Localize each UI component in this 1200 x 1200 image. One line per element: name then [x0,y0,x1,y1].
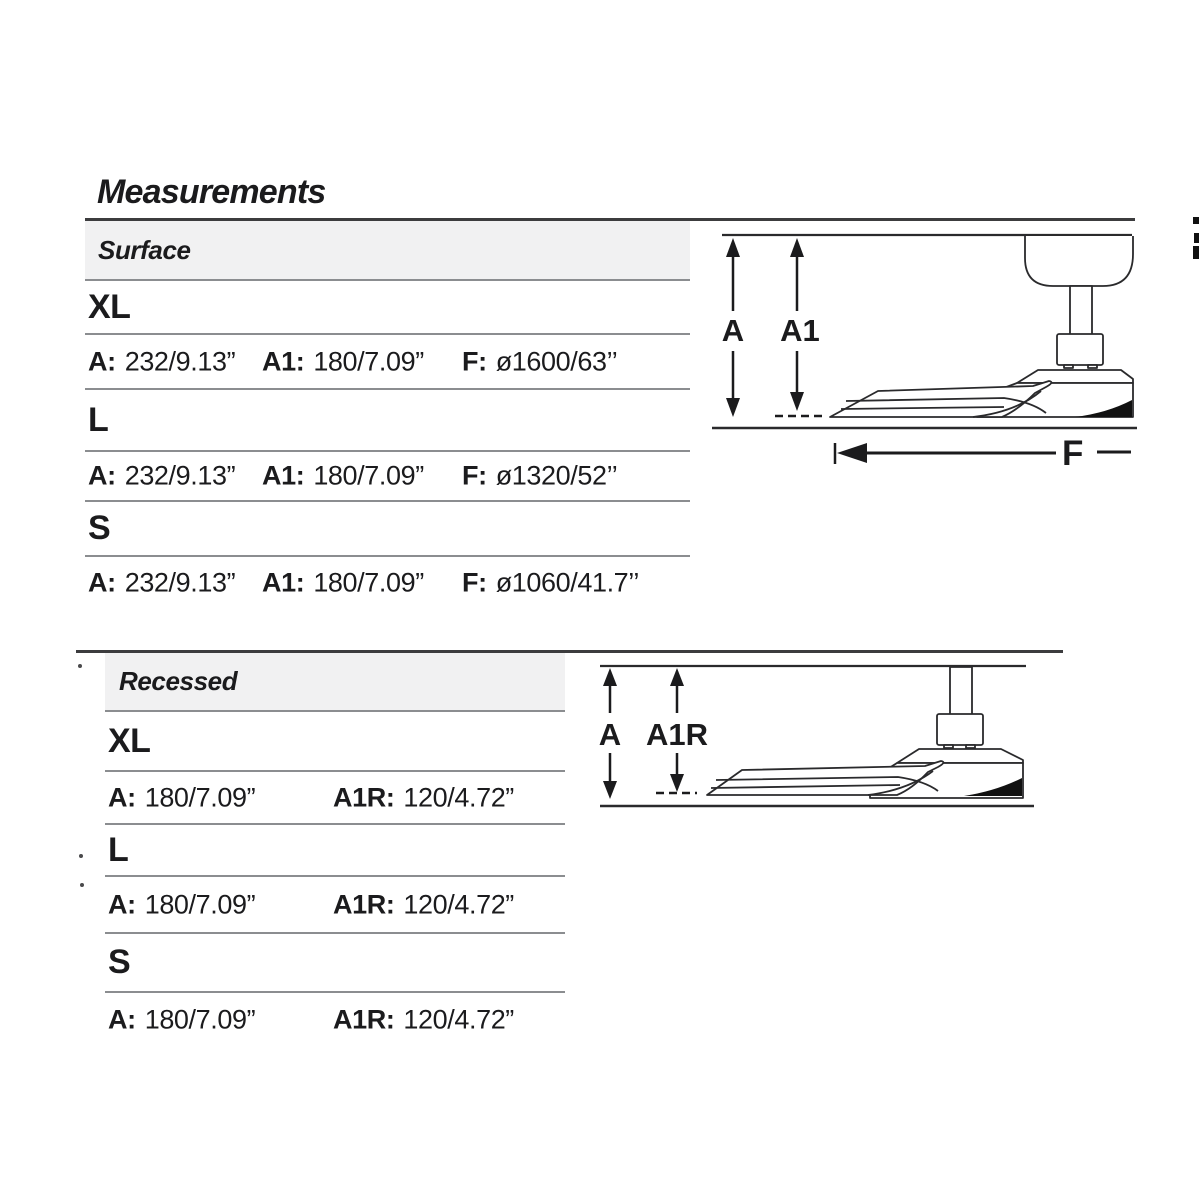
meas-a-value: 180/7.09” [144,889,256,919]
dimension-a1r-label: A1R [645,717,709,752]
surface-size-l: L [88,400,109,439]
meas-a-label: A: [108,889,136,919]
recessed-size-l: L [108,830,129,869]
surface-size-s: S [88,509,111,547]
stray-dot [79,854,83,858]
meas-f [462,346,617,377]
fan-motor-foot [944,745,953,748]
arrow-up-icon [670,668,684,686]
meas-a1r-value: 120/4.72” [403,1004,514,1034]
meas-a1 [262,568,424,599]
fan-canopy [1025,236,1133,286]
fan-motor-foot [1088,365,1097,368]
meas-a [108,889,255,920]
meas-a1-value: 180/7.09” [313,346,424,376]
surface-meas-xl [85,335,690,388]
fan-downrod [950,667,972,715]
recessed-size-s: S [108,943,131,981]
fan-motor-foot [966,745,975,748]
recessed-header-label: Recessed [119,666,238,696]
meas-a [108,782,255,813]
meas-a-label: A: [88,567,116,598]
meas-f-label: F: [462,460,487,491]
arrow-up-icon [726,238,740,257]
meas-a1-label: A1: [262,567,305,598]
dimension-a-label: A [721,313,745,348]
arrow-down-icon [603,781,617,799]
recessed-meas-l [105,877,565,932]
page-title: Measurements [97,173,326,211]
recessed-size-xl: XL [108,721,151,760]
ceiling-fan-illustration [707,667,1023,798]
meas-a1r-label: A1R: [333,1004,395,1034]
meas-a-value: 180/7.09” [144,1004,256,1034]
fan-motor-foot [1064,365,1073,368]
meas-a-label: A: [108,1004,136,1034]
arrow-down-icon [790,392,804,411]
recessed-table-header [105,653,565,712]
arrow-down-icon [670,774,684,792]
surface-header-label: Surface [98,234,191,265]
meas-a1-label: A1: [262,346,305,376]
recessed-meas-xl [105,772,565,823]
recessed-mounting-diagram [565,645,1065,820]
meas-f [462,568,639,599]
meas-a1r-value: 120/4.72” [403,889,514,919]
arrow-up-icon [603,668,617,686]
meas-a [108,1004,255,1035]
meas-f-label: F: [462,567,487,598]
fan-mount-plate [1017,370,1133,383]
meas-a1-value: 180/7.09” [313,460,424,491]
dimension-f-label: F [1062,434,1084,473]
surface-size-xl: XL [88,287,131,326]
meas-a-value: 180/7.09” [144,782,256,812]
meas-a1-value: 180/7.09” [313,567,424,598]
surface-meas-l [85,452,690,500]
fan-downrod [1070,286,1092,335]
meas-a-value: 232/9.13” [124,567,236,598]
meas-f [462,461,617,492]
meas-f-value: ø1060/41.7’’ [495,567,640,598]
fan-mount-plate [897,749,1023,763]
meas-a-label: A: [108,782,136,812]
arrow-down-icon [726,398,740,417]
clipped-edge-mark [1193,217,1199,224]
surface-mounting-diagram [700,215,1200,475]
dimension-a1-label: A1 [780,313,820,348]
surface-meas-s [85,557,690,609]
meas-f-label: F: [462,346,487,376]
dimension-a-label: A [598,717,622,752]
surface-table-header [85,221,690,281]
meas-a1r [333,1004,514,1035]
fan-motor [1057,334,1103,365]
ceiling-fan-illustration [830,236,1133,417]
clipped-edge-mark [1193,246,1199,259]
meas-a [88,461,235,492]
meas-a [88,346,235,377]
meas-a-value: 232/9.13” [124,346,236,376]
clipped-edge-mark [1194,233,1199,243]
meas-a1r [333,889,514,920]
stray-dot [78,664,82,668]
meas-a1r [333,782,514,813]
meas-a [88,568,235,599]
meas-a1 [262,346,424,377]
fan-motor [937,714,983,745]
dimension-f [835,443,1131,464]
meas-f-value: ø1320/52’’ [495,460,618,491]
meas-a-label: A: [88,460,116,491]
meas-f-value: ø1600/63’’ [495,346,618,376]
meas-a1r-label: A1R: [333,782,395,812]
recessed-meas-s [105,993,565,1046]
stray-dot [80,883,84,887]
meas-a-value: 232/9.13” [124,460,236,491]
meas-a1 [262,461,424,492]
meas-a-label: A: [88,346,116,376]
meas-a1-label: A1: [262,460,305,491]
meas-a1r-label: A1R: [333,889,395,919]
arrow-up-icon [790,238,804,257]
meas-a1r-value: 120/4.72” [403,782,514,812]
